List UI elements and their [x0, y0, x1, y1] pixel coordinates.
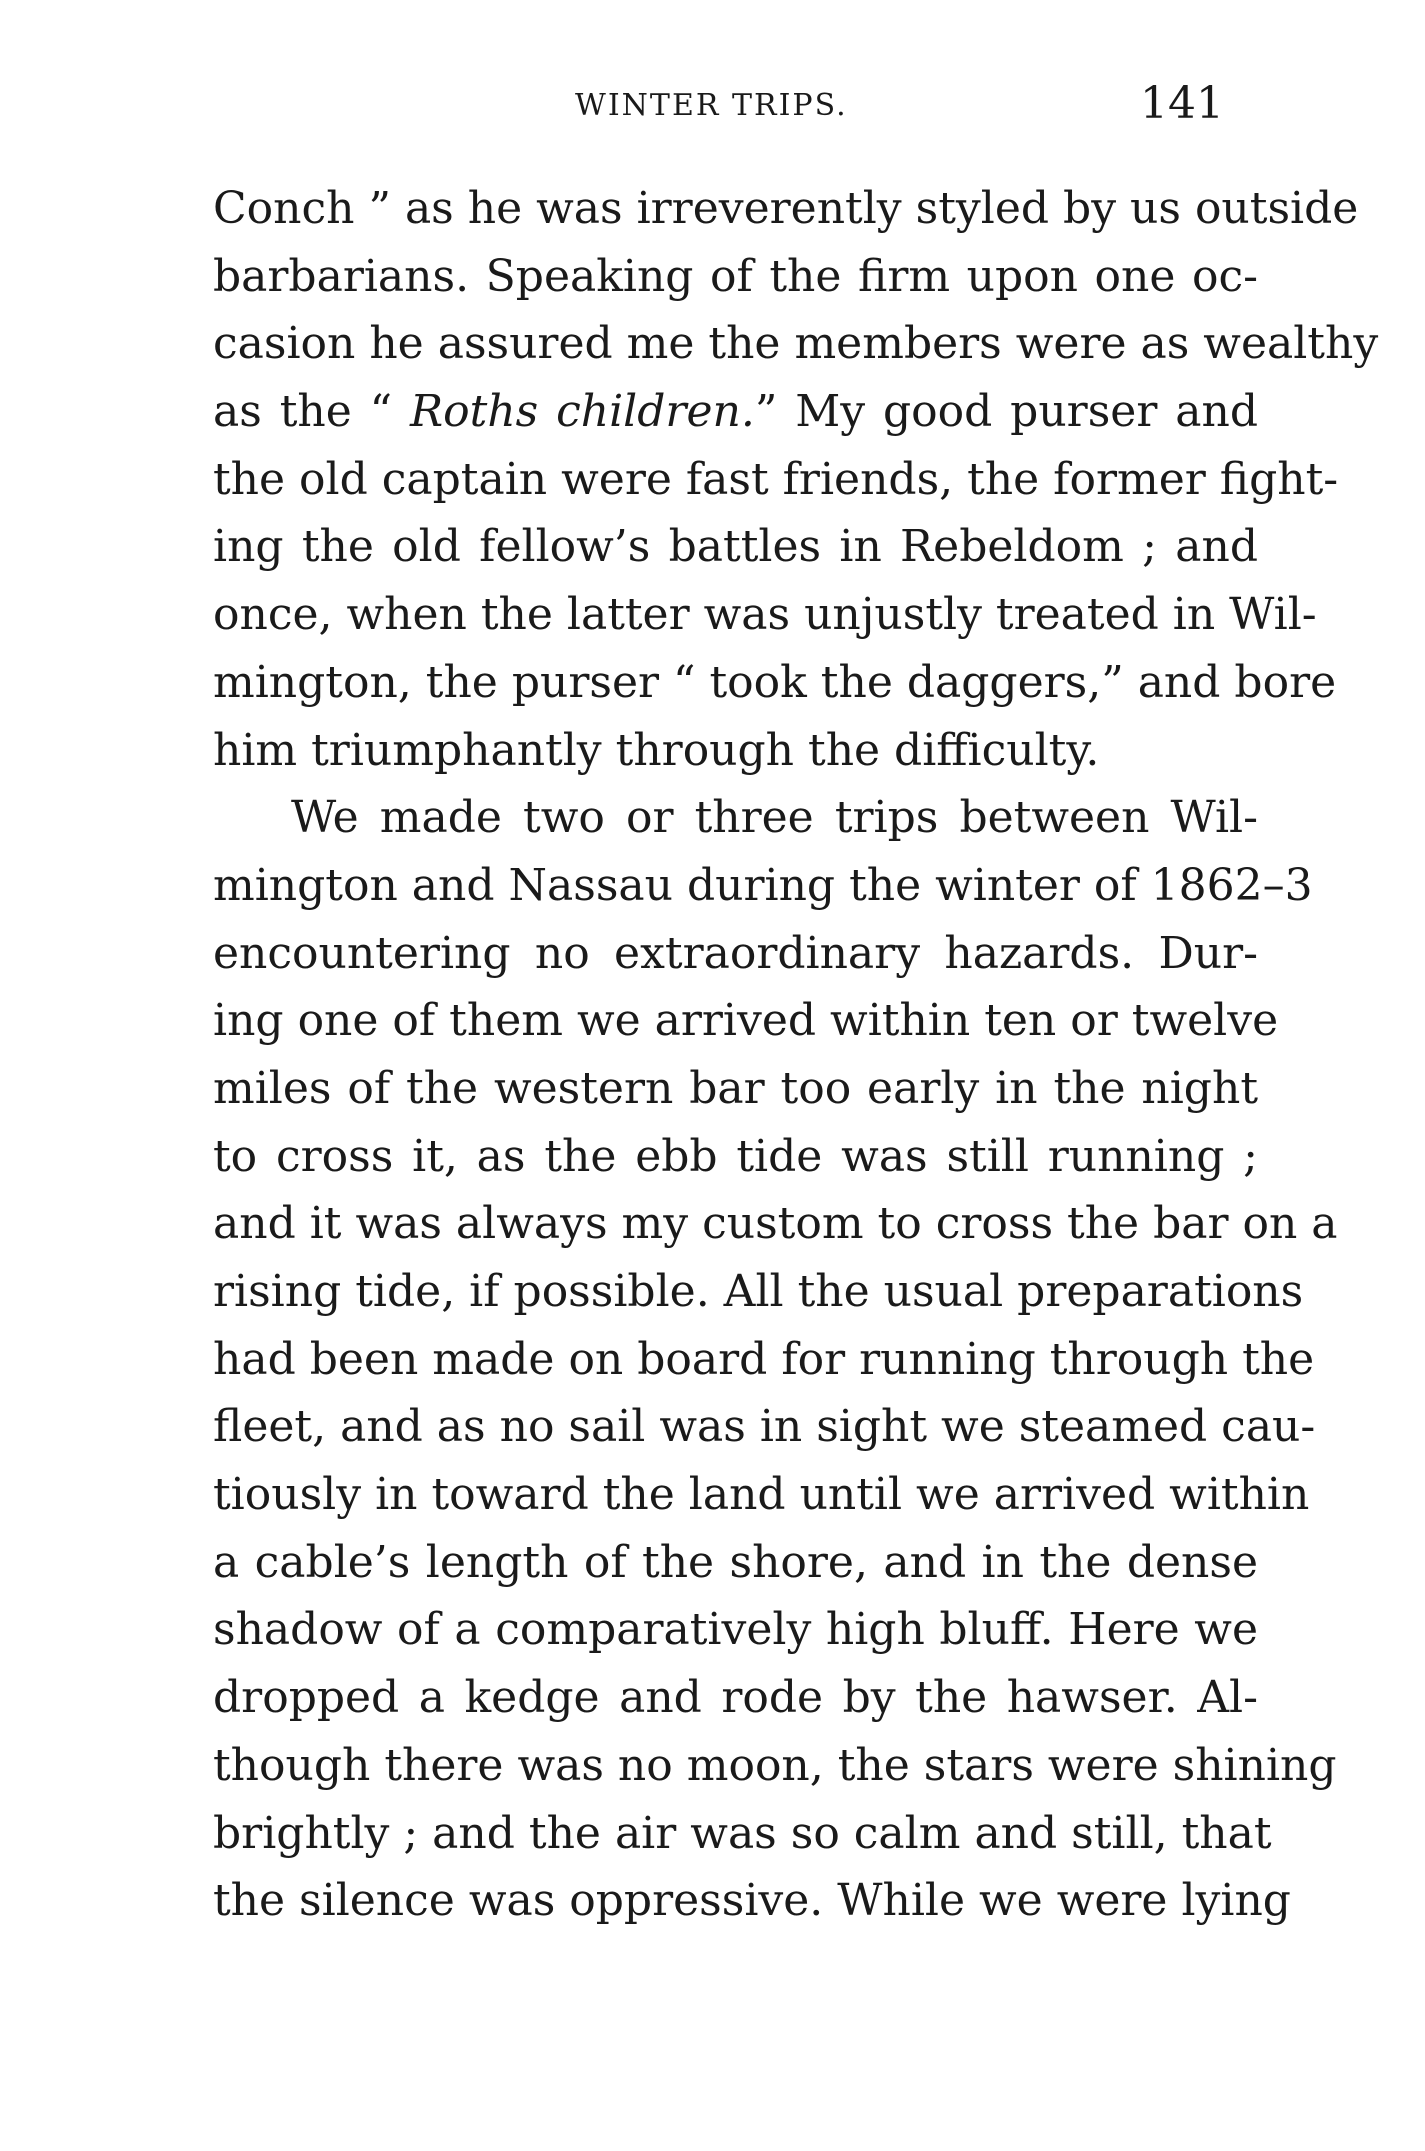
text-line: brightly ; and the air was so calm and still, that: [213, 1807, 1272, 1859]
text-line: dropped a kedge and rode by the hawser. Al-: [213, 1672, 1258, 1724]
body-text: [213, 175, 1379, 1935]
text-line: ing one of them we arrived within ten or twelve: [213, 995, 1279, 1047]
chapter-title: WINTER TRIPS.: [575, 88, 848, 123]
text-segment: as the “: [213, 386, 411, 438]
text-line: miles of the western bar too early in the night: [213, 1062, 1258, 1114]
text-line: though there was no moon, the stars were shining: [213, 1739, 1337, 1791]
text-line: the old captain were fast friends, the former fight-: [213, 453, 1339, 505]
text-line: rising tide, if possible. All the usual preparations: [213, 1266, 1304, 1317]
text-line: tiously in toward the land until we arrived within: [213, 1469, 1310, 1521]
text-line: encountering no extraordinary hazards. Dur-: [213, 927, 1258, 979]
text-line: ing the old fellow’s battles in Rebeldom ; and: [213, 521, 1258, 573]
page-number: 141: [1140, 78, 1224, 129]
text-line: mington and Nassau during the winter of 1862–3: [213, 859, 1313, 911]
text-line: had been made on board for running through the: [213, 1333, 1315, 1385]
text-line: him triumphantly through the difficulty.: [213, 724, 1100, 776]
text-line: Conch ” as he was irreverently styled by us outside: [213, 183, 1359, 234]
text-segment: ” My good purser and: [754, 386, 1258, 438]
text-line: casion he assured me the members were as wealthy: [213, 318, 1379, 370]
text-line-with-italic: [213, 378, 1258, 446]
text-line: the silence was oppressive. While we were lying: [213, 1875, 1291, 1927]
italic-phrase: Roths children.: [410, 386, 755, 438]
text-line: fleet, and as no sail was in sight we steamed cau-: [213, 1401, 1316, 1453]
text-line: a cable’s length of the shore, and in the dense: [213, 1536, 1258, 1588]
text-line: We made two or three trips between Wil-: [291, 792, 1258, 844]
text-line: to cross it, as the ebb tide was still running ;: [213, 1130, 1258, 1182]
text-line: barbarians. Speaking of the firm upon one oc-: [213, 250, 1258, 302]
text-line: once, when the latter was unjustly treated in Wil-: [213, 589, 1317, 641]
running-head: [0, 78, 1425, 138]
text-line: shadow of a comparatively high bluff. Here we: [213, 1604, 1258, 1656]
text-line: mington, the purser “ took the daggers,” and bore: [213, 656, 1337, 708]
text-line: and it was always my custom to cross the bar on a: [213, 1198, 1338, 1250]
